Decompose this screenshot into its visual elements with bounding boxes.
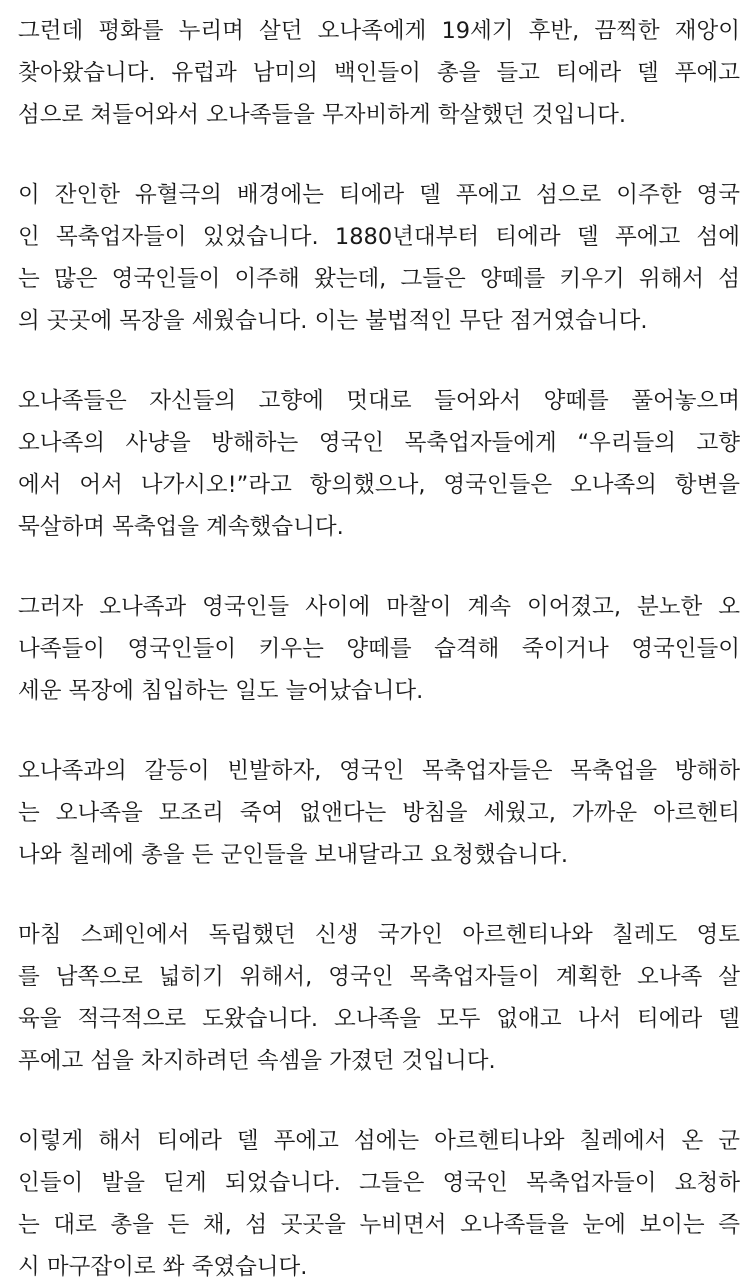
text-line: 오나족의 사냥을 방해하는 영국인 목축업자들에게 “우리들의 고향 [18,430,740,456]
paragraph-2 [18,174,740,342]
paragraph-7 [18,1120,740,1288]
paragraph-1 [18,10,740,136]
text-line: 나와 칠레에 총을 든 군인들을 보내달라고 요청했습니다. [18,842,568,868]
text-line: 의 곳곳에 목장을 세웠습니다. 이는 불법적인 무단 점거였습니다. [18,308,648,334]
text-line: 를 남쪽으로 넓히기 위해서, 영국인 목축업자들이 계획한 오나족 살 [18,964,740,990]
text-line: 섬으로 쳐들어와서 오나족들을 무자비하게 학살했던 것입니다. [18,102,627,128]
text-line: 오나족과의 갈등이 빈발하자, 영국인 목축업자들은 목축업을 방해하 [18,758,740,784]
text-line: 시 마구잡이로 쏴 죽였습니다. [18,1254,308,1280]
text-line: 마침 스페인에서 독립했던 신생 국가인 아르헨티나와 칠레도 영토 [18,922,740,948]
text-line: 그러자 오나족과 영국인들 사이에 마찰이 계속 이어졌고, 분노한 오 [18,594,740,620]
text-line: 는 많은 영국인들이 이주해 왔는데, 그들은 양떼를 키우기 위해서 섬 [18,266,740,292]
text-line: 에서 어서 나가시오!”라고 항의했으나, 영국인들은 오나족의 항변을 [18,472,740,498]
text-line: 세운 목장에 침입하는 일도 늘어났습니다. [18,678,424,704]
text-line: 육을 적극적으로 도왔습니다. 오나족을 모두 없애고 나서 티에라 델 [18,1006,740,1032]
text-line: 인들이 발을 딛게 되었습니다. 그들은 영국인 목축업자들이 요청하 [18,1170,740,1196]
paragraph-4 [18,586,740,712]
text-line: 그런데 평화를 누리며 살던 오나족에게 19세기 후반, 끔찍한 재앙이 [18,18,740,44]
paragraph-6 [18,914,740,1082]
text-line: 이 잔인한 유혈극의 배경에는 티에라 델 푸에고 섬으로 이주한 영국 [18,182,740,208]
text-line: 오나족들은 자신들의 고향에 멋대로 들어와서 양떼를 풀어놓으며 [18,388,740,414]
text-line: 인 목축업자들이 있었습니다. 1880년대부터 티에라 델 푸에고 섬에 [18,224,740,250]
text-line: 나족들이 영국인들이 키우는 양떼를 습격해 죽이거나 영국인들이 [18,636,740,662]
text-line: 묵살하며 목축업을 계속했습니다. [18,514,344,540]
text-line: 찾아왔습니다. 유럽과 남미의 백인들이 총을 들고 티에라 델 푸에고 [18,60,740,86]
text-line: 는 대로 총을 든 채, 섬 곳곳을 누비면서 오나족들을 눈에 보이는 즉 [18,1212,740,1238]
paragraph-5 [18,750,740,876]
text-line: 는 오나족을 모조리 죽여 없앤다는 방침을 세웠고, 가까운 아르헨티 [18,800,740,826]
article-body [18,10,740,1288]
text-line: 이렇게 해서 티에라 델 푸에고 섬에는 아르헨티나와 칠레에서 온 군 [18,1128,740,1154]
paragraph-3 [18,380,740,548]
text-line: 푸에고 섬을 차지하려던 속셈을 가졌던 것입니다. [18,1048,496,1074]
